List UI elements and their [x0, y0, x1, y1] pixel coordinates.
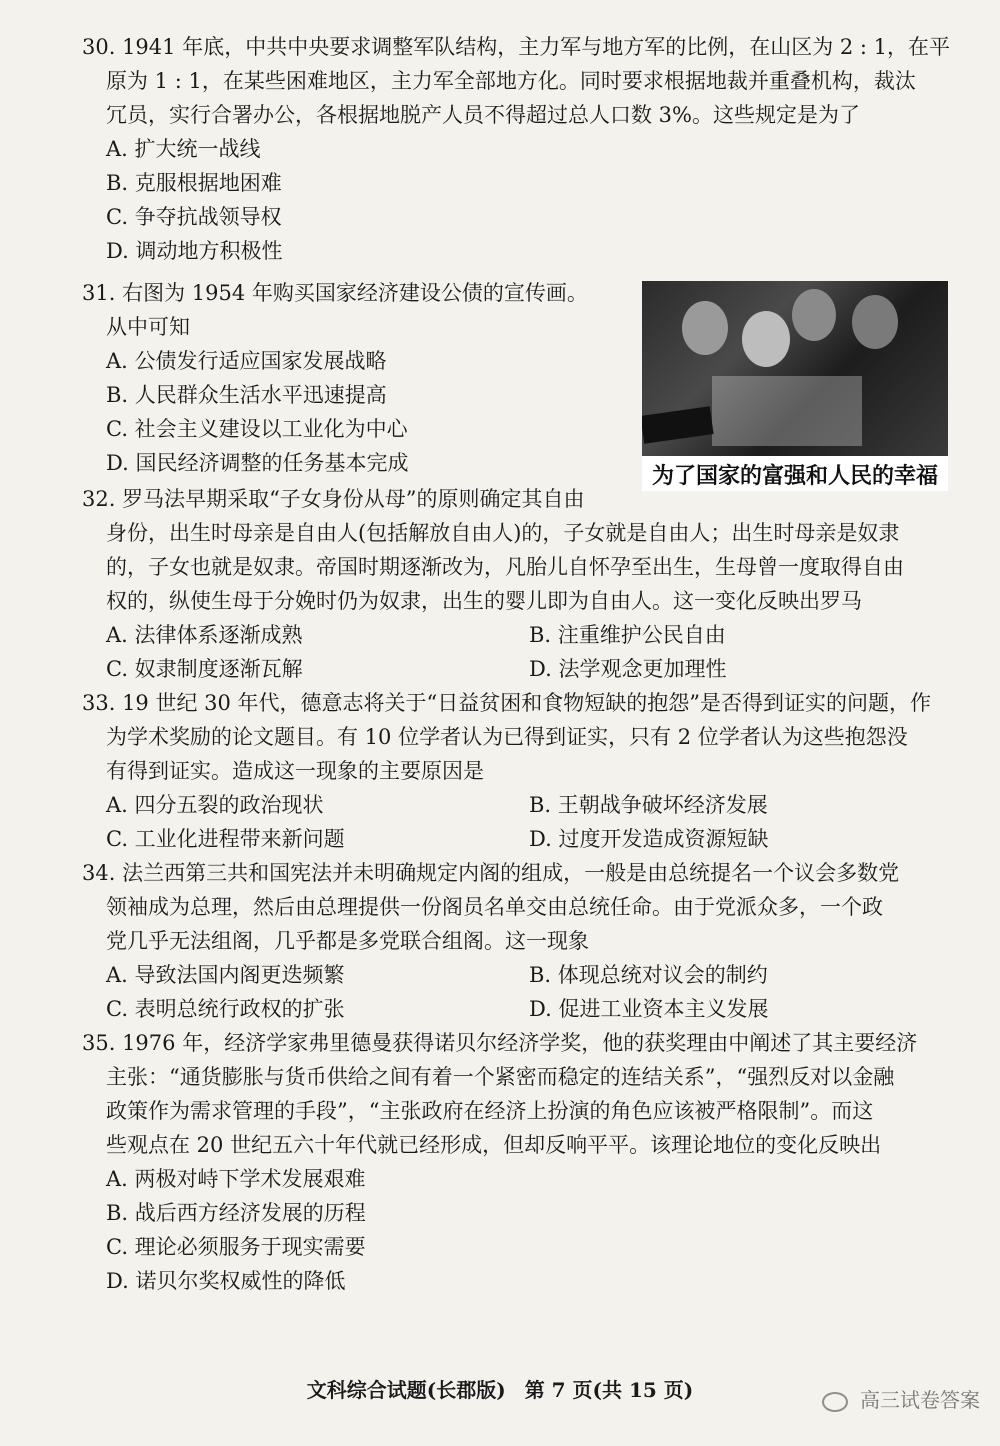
option-c: C. 社会主义建设以工业化为中心: [106, 417, 408, 441]
option-a: A. 公债发行适应国家发展战略: [106, 349, 387, 373]
question-35: [82, 1026, 952, 1298]
option-c: C. 奴隶制度逐渐瓦解: [106, 657, 303, 681]
question-31-options: [82, 344, 642, 480]
propaganda-poster-image: [642, 281, 948, 491]
poster-caption: 为了国家的富强和人民的幸福: [651, 464, 938, 489]
question-32-stem-line: 权的，纵使生母于分娩时仍为奴隶，出生的婴儿即为自由人。这一变化反映出罗马: [106, 589, 862, 613]
question-33-stem-line: 为学术奖励的论文题目。有 10 位学者认为已得到证实，只有 2 位学者认为这些抱怨没: [106, 725, 908, 749]
question-32-stem-line: 32. 罗马法早期采取“子女身份从母”的原则确定其自由: [82, 487, 585, 511]
option-c: C. 理论必须服务于现实需要: [106, 1235, 366, 1259]
question-33: [82, 686, 952, 856]
option-d: D. 过度开发造成资源短缺: [529, 827, 769, 851]
question-34-options: [82, 958, 952, 1026]
option-a: A. 四分五裂的政治现状: [106, 793, 324, 817]
option-b: B. 人民群众生活水平迅速提高: [106, 383, 387, 407]
option-a: A. 导致法国内阁更迭频繁: [106, 963, 345, 987]
question-32: [82, 482, 952, 686]
option-a: A. 两极对峙下学术发展艰难: [106, 1167, 366, 1191]
question-31: [82, 276, 642, 480]
watermark-stamp: [822, 1384, 980, 1413]
question-33-stem-line: 有得到证实。造成这一现象的主要原因是: [106, 759, 484, 783]
option-d: D. 法学观念更加理性: [529, 657, 727, 681]
option-d: D. 国民经济调整的任务基本完成: [106, 451, 409, 475]
option-a: A. 扩大统一战线: [106, 137, 261, 161]
option-b: B. 克服根据地困难: [106, 171, 282, 195]
question-32-options: [82, 618, 952, 686]
question-30-options: [82, 132, 952, 268]
question-30: [82, 30, 952, 268]
question-30-stem-line: 原为 1 : 1，在某些困难地区，主力军全部地方化。同时要求根据地裁并重叠机构，裁汰: [106, 69, 916, 93]
question-34-stem-line: 领袖成为总理，然后由总理提供一份阁员名单交由总统任命。由于党派众多，一个政: [106, 895, 883, 919]
page-number: 第 7 页(共 15 页): [524, 1378, 694, 1402]
question-35-options: [82, 1162, 952, 1298]
question-35-stem-line: 主张：“通货膨胀与货币供给之间有着一个紧密而稳定的连结关系”，“强烈反对以金融: [106, 1065, 895, 1089]
question-30-stem-line: 冗员，实行合署办公，各根据地脱产人员不得超过总人口数 3%。这些规定是为了: [106, 103, 860, 127]
option-d: D. 调动地方积极性: [106, 239, 283, 263]
question-31-stem-line: 从中可知: [106, 315, 190, 339]
option-b: B. 战后西方经济发展的历程: [106, 1201, 366, 1225]
question-32-stem-line: 的，子女也就是奴隶。帝国时期逐渐改为，凡胎儿自怀孕至出生，生母曾一度取得自由: [106, 555, 904, 579]
question-32-stem-line: 身份，出生时母亲是自由人(包括解放自由人)的，子女就是自由人；出生时母亲是奴隶: [106, 521, 900, 545]
option-a: A. 法律体系逐渐成熟: [106, 623, 303, 647]
wechat-icon: [822, 1392, 848, 1412]
option-c: C. 争夺抗战领导权: [106, 205, 282, 229]
poster-photo: [642, 281, 948, 456]
option-b: B. 体现总统对议会的制约: [529, 963, 768, 987]
option-d: D. 促进工业资本主义发展: [529, 997, 769, 1021]
question-34-stem-line: 党几乎无法组阁，几乎都是多党联合组阁。这一现象: [106, 929, 589, 953]
question-33-stem-line: 33. 19 世纪 30 年代，德意志将关于“日益贫困和食物短缺的抱怨”是否得到证实的问题，作: [82, 691, 932, 715]
question-34: [82, 856, 952, 1026]
option-c: C. 表明总统行政权的扩张: [106, 997, 345, 1021]
question-30-stem-line: 30. 1941 年底，中共中央要求调整军队结构，主力军与地方军的比例，在山区为 2 : 1，在平: [82, 35, 951, 59]
question-35-stem-line: 35. 1976 年，经济学家弗里德曼获得诺贝尔经济学奖，他的获奖理由中阐述了其主要经济: [82, 1031, 918, 1055]
question-33-options: [82, 788, 952, 856]
option-c: C. 工业化进程带来新问题: [106, 827, 345, 851]
question-35-stem-line: 政策作为需求管理的手段”，“主张政府在经济上扮演的角色应该被严格限制”。而这: [106, 1099, 874, 1123]
option-d: D. 诺贝尔奖权威性的降低: [106, 1269, 346, 1293]
question-34-stem-line: 34. 法兰西第三共和国宪法并未明确规定内阁的组成，一般是由总统提名一个议会多数党: [82, 861, 900, 885]
option-b: B. 王朝战争破坏经济发展: [529, 793, 768, 817]
watermark-text: 高三试卷答案: [860, 1388, 980, 1412]
exam-title: 文科综合试题(长郡版): [306, 1378, 506, 1402]
option-b: B. 注重维护公民自由: [529, 623, 726, 647]
question-31-stem-line: 31. 右图为 1954 年购买国家经济建设公债的宣传画。: [82, 281, 588, 305]
question-35-stem-line: 些观点在 20 世纪五六十年代就已经形成，但却反响平平。该理论地位的变化反映出: [106, 1133, 882, 1157]
